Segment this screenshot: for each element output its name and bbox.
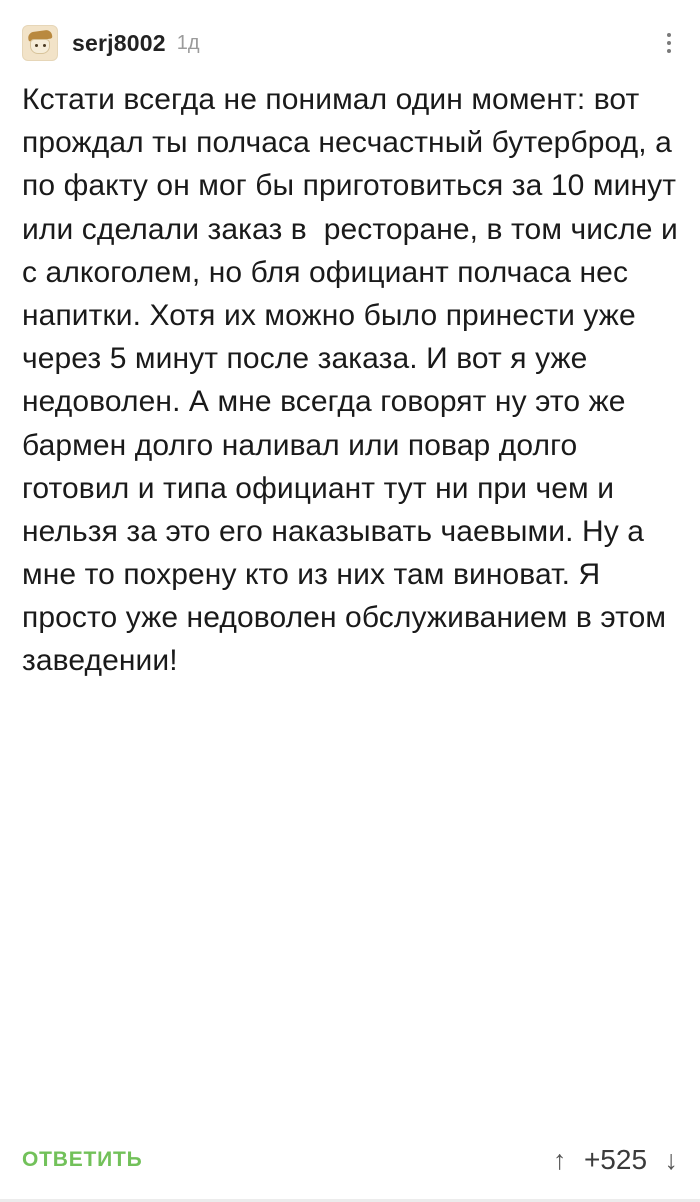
rating-controls: [553, 1144, 678, 1176]
upvote-icon[interactable]: ↑: [553, 1144, 567, 1175]
kebab-dot-1: [667, 33, 671, 37]
kebab-menu-icon[interactable]: [656, 28, 682, 58]
avatar-eye-left-shape: [35, 44, 38, 47]
comment-author[interactable]: serj8002: [72, 29, 166, 56]
kebab-dot-3: [667, 49, 671, 53]
score-value: +525: [583, 1144, 648, 1175]
downvote-icon[interactable]: ↓: [664, 1144, 678, 1175]
avatar-face-shape: [30, 39, 50, 54]
kebab-dot-2: [667, 41, 671, 45]
comment-footer: [0, 1140, 700, 1180]
comment-header: [0, 0, 700, 66]
avatar[interactable]: [22, 25, 58, 61]
comment-text: Кстати всегда не понимал один момент: вот прождал ты полчаса несчастный бутерброд, а по факту он мог бы приготовиться за 10 минут или сделали заказ в ресторане, в том числе и с алкоголем, но бля официант полчаса нес напитки. Хотя их можно было принести уже через 5 минут после заказа. И вот я уже недоволен. А мне всегда говорят ну это же бармен долго наливал или повар долго готовил и типа официант тут ни при чем и нельзя за это его наказывать чаевыми. Ну а мне то похрену кто из них там виноват. Я просто уже недоволен обслуживанием в этом заведении!: [22, 83, 687, 678]
reply-button[interactable]: ОТВЕТИТЬ: [22, 1148, 143, 1171]
comment-timestamp: 1д: [176, 31, 200, 54]
avatar-eye-right-shape: [43, 44, 46, 47]
